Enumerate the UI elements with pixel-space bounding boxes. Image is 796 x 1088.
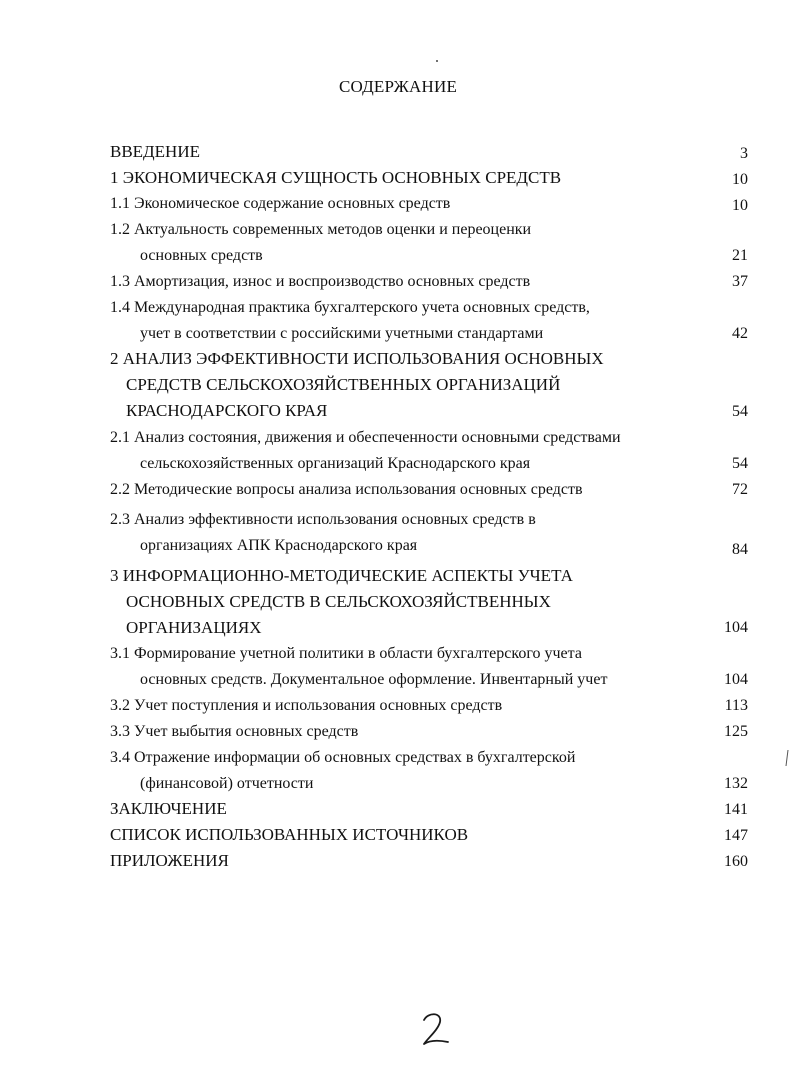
toc-entry-title: 1 ЭКОНОМИЧЕСКАЯ СУЩНОСТЬ ОСНОВНЫХ СРЕДСТВ: [110, 168, 562, 187]
toc-entry-page: 160: [724, 853, 748, 870]
toc-entry-title-continuation: КРАСНОДАРСКОГО КРАЯ: [126, 401, 328, 420]
toc-entry-page: 104: [724, 671, 748, 688]
toc-entry-title: ЗАКЛЮЧЕНИЕ: [110, 799, 227, 818]
toc-entry-page: 84: [732, 541, 748, 558]
toc-entry-title-continuation: ОСНОВНЫХ СРЕДСТВ В СЕЛЬСКОХОЗЯЙСТВЕННЫХ: [126, 592, 551, 611]
toc-entry-page: 113: [724, 697, 748, 714]
toc-entry-page: 72: [732, 481, 748, 498]
toc-entry-title-continuation: сельскохозяйственных организаций Краснодарского края: [140, 455, 531, 472]
margin-mark: [784, 748, 790, 768]
toc-entry-title-continuation: основных средств: [140, 247, 263, 264]
toc-entry-page: 42: [732, 325, 748, 342]
toc-entry-title: 3.2 Учет поступления и использования основных средств: [110, 697, 503, 714]
toc-entry-title-continuation: учет в соответствии с российскими учетными стандартами: [140, 325, 544, 342]
toc-entry-title: 3.4 Отражение информации об основных средствах в бухгалтерской: [110, 749, 576, 766]
toc-entry-title: ПРИЛОЖЕНИЯ: [110, 851, 229, 870]
toc-entry-page: 3: [740, 145, 748, 162]
toc-entry-title: 3 ИНФОРМАЦИОННО-МЕТОДИЧЕСКИЕ АСПЕКТЫ УЧЕТА: [110, 566, 573, 585]
toc-entry-title: 2.2 Методические вопросы анализа использования основных средств: [110, 481, 583, 498]
toc-entry-page: 104: [724, 619, 748, 636]
toc-entry-page: 21: [732, 247, 748, 264]
toc-entry-title: 3.1 Формирование учетной политики в области бухгалтерского учета: [110, 645, 582, 662]
toc-entry-page: 10: [732, 197, 748, 214]
toc-entry-page: 147: [724, 827, 748, 844]
toc-entry-title: СПИСОК ИСПОЛЬЗОВАННЫХ ИСТОЧНИКОВ: [110, 825, 469, 844]
toc-entry-title-continuation: (финансовой) отчетности: [140, 775, 314, 792]
toc-entry-title: 1.3 Амортизация, износ и воспроизводство основных средств: [110, 273, 531, 290]
toc-entry-page: 54: [732, 403, 748, 420]
toc-entry-page: 37: [732, 273, 748, 290]
toc-entry-page: 125: [724, 723, 748, 740]
toc-entry-page: 132: [724, 775, 748, 792]
toc-entry-title: ВВЕДЕНИЕ: [110, 142, 200, 161]
toc-entry-title: 3.3 Учет выбытия основных средств: [110, 723, 359, 740]
toc-entry-title: 2.3 Анализ эффективности использования основных средств в: [110, 511, 536, 528]
toc-entry-title: 1.1 Экономическое содержание основных средств: [110, 195, 451, 212]
toc-entry-title-continuation: СРЕДСТВ СЕЛЬСКОХОЗЯЙСТВЕННЫХ ОРГАНИЗАЦИЙ: [126, 375, 561, 394]
toc-entry-page: 54: [732, 455, 748, 472]
toc-entry-title-continuation: организациях АПК Краснодарского края: [140, 537, 418, 554]
toc-entry-title: 1.4 Международная практика бухгалтерского учета основных средств,: [110, 299, 590, 316]
toc-entry-page: 10: [732, 171, 748, 188]
toc-entry-page: 141: [724, 801, 748, 818]
handwritten-page-number: [418, 1010, 454, 1050]
page-title: СОДЕРЖАНИЕ: [338, 77, 458, 96]
toc-entry-title-continuation: основных средств. Документальное оформление. Инвентарный учет: [140, 671, 608, 688]
toc-entry-title-continuation: ОРГАНИЗАЦИЯХ: [126, 618, 262, 637]
toc-entry-title: 2 АНАЛИЗ ЭФФЕКТИВНОСТИ ИСПОЛЬЗОВАНИЯ ОСНОВНЫХ: [110, 349, 604, 368]
toc-entry-title: 2.1 Анализ состояния, движения и обеспеченности основными средствами: [110, 429, 621, 446]
toc-entry-title: 1.2 Актуальность современных методов оценки и переоценки: [110, 221, 532, 238]
